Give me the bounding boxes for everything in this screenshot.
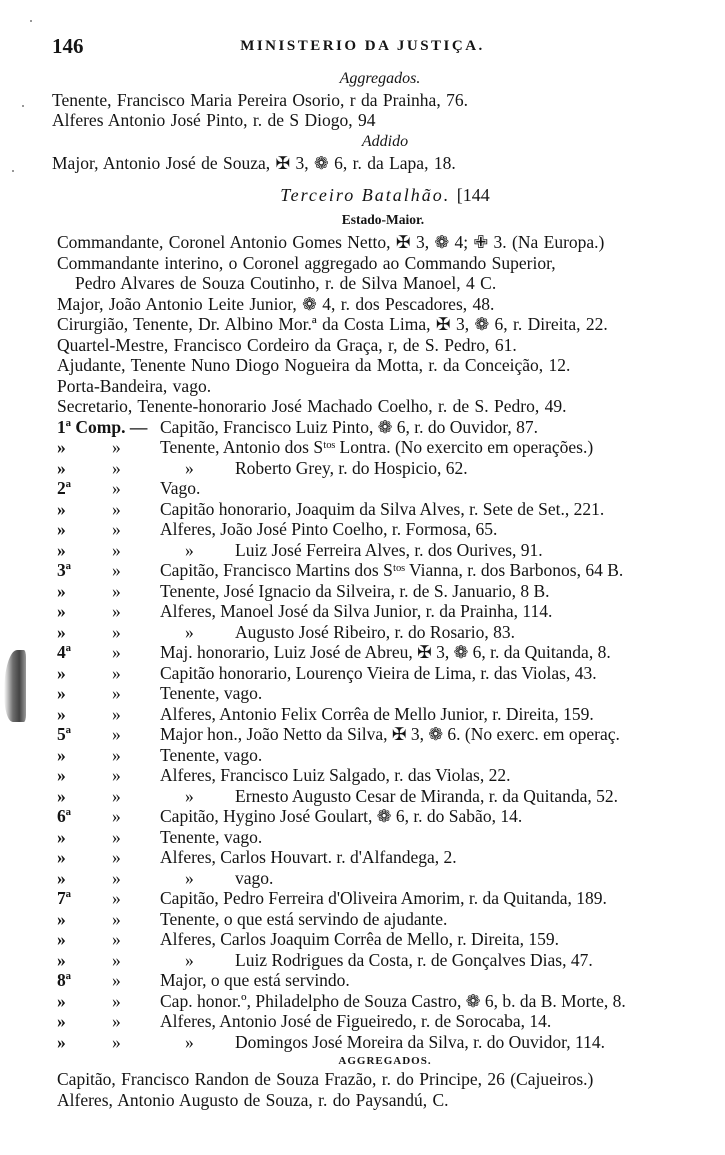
company-row [0,972,725,992]
staff-line: Secretario, Tenente-honorario José Machado Coelho, r. de S. Pedro, 49. [57,396,567,416]
company-entry-text: Tenente, José Ignacio da Silveira, r. de S. Januario, 8 B. [160,580,550,601]
battalion-title: Terceiro Batalhão. [280,185,451,205]
company-number: » [57,990,66,1011]
staff-line: Commandante, Coronel Antonio Gomes Netto, ✠ 3, ❁ 4; ✙ 3. (Na Europa.) [57,232,605,252]
battalion-heading [0,186,725,204]
company-row [0,726,725,746]
staff-line: Cirurgião, Tenente, Dr. Albino Mor.ª da Costa Lima, ✠ 3, ❁ 6, r. Direita, 22. [57,314,608,334]
company-entry-text: Tenente, vago. [160,744,263,765]
speck [30,20,32,22]
staff-line: Porta-Bandeira, vago. [57,375,212,396]
company-number: » [57,847,66,867]
company-number: » [57,437,66,457]
ditto-mark: » [112,580,121,601]
company-entry-text: Alferes, Antonio José de Figueiredo, r. de Sorocaba, 14. [160,1011,552,1031]
staff-line: Quartel-Mestre, Francisco Cordeiro da Graça, r, de S. Pedro, 61. [57,334,517,355]
company-row [0,603,725,623]
company-number: 4ª [57,642,71,662]
company-row [0,580,725,603]
ditto-mark: » [112,437,121,457]
staff-line: Pedro Alvares de Souza Coutinho, r. de Silva Manoel, 4 C. [75,273,497,293]
company-number: » [57,1031,66,1052]
ditto-mark: » [112,908,121,929]
company-number: 7ª [57,888,71,908]
company-number: » [57,601,66,621]
company-row [0,562,725,582]
ditto-mark: » [185,949,194,970]
company-row [0,685,725,705]
ditto-mark: » [112,457,121,478]
ditto-mark: » [112,765,121,785]
staff-line: Major, João Antonio Leite Junior, ❁ 4, r. dos Pescadores, 48. [57,293,495,314]
company-row [0,931,725,951]
company-entry-text: Luiz Rodrigues da Costa, r. de Gonçalves Dias, 47. [235,949,593,970]
ditto-mark: » [112,621,121,642]
speck [12,170,14,172]
company-number: » [57,519,66,539]
company-row [0,457,725,480]
ditto-mark: » [112,1031,121,1052]
running-title: MINISTERIO DA JUSTIÇA. [240,38,485,54]
company-entry-text: Capitão, Francisco Martins dos Sᵗᵒˢ Vianna, r. dos Barbonos, 64 B. [160,560,624,580]
company-number: » [57,826,66,847]
company-row [0,644,725,664]
aggregados-line: Alferes Antonio José Pinto, r. de S Diogo, 94 [52,110,376,130]
ditto-mark: » [112,888,121,908]
company-row [0,416,725,439]
company-entry-text: Maj. honorario, Luiz José de Abreu, ✠ 3, ❁ 6, r. da Quitanda, 8. [160,642,611,662]
company-number: 2ª [57,478,71,498]
ditto-mark: » [112,601,121,621]
company-entry-text: Luiz José Ferreira Alves, r. dos Ourives, 91. [235,539,543,560]
company-row [0,662,725,685]
ditto-mark: » [112,478,121,498]
addido-heading: Addido [361,133,409,150]
company-number: » [57,949,66,970]
company-number: 3ª [57,560,71,580]
company-row [0,521,725,541]
estado-maior-heading: Estado-Maior. [341,212,425,227]
company-row [0,1031,725,1054]
company-entry-text: Alferes, Francisco Luiz Salgado, r. das Violas, 22. [160,765,511,785]
company-number: » [57,498,66,519]
company-number: » [57,662,66,683]
company-entry-text: Roberto Grey, r. do Hospicio, 62. [235,457,468,478]
company-entry-text: Capitão, Hygino José Goulart, ❁ 6, r. do Sabão, 14. [160,806,523,826]
aggregados-heading: Aggregados. [339,70,421,87]
company-row [0,744,725,767]
ditto-mark: » [185,785,194,806]
company-entry-text: Tenente, o que está servindo de ajudante. [160,908,448,929]
aggregados-batalhao-heading: AGGREGADOS. [338,1055,432,1067]
company-row [0,785,725,808]
company-row [0,767,725,787]
company-row [0,808,725,828]
company-entry-text: Major hon., João Netto da Silva, ✠ 3, ❁ 6. (No exerc. em operaç. [160,724,620,744]
aggregados-batalhao-line: Capitão, Francisco Randon de Souza Frazão, r. do Principe, 26 (Cajueiros.) [57,1069,594,1089]
ditto-mark: » [185,867,194,888]
battalion-ref: [144 [456,185,490,205]
ditto-mark: » [112,949,121,970]
ditto-mark: » [112,929,121,949]
company-number: 6ª [57,806,71,826]
company-row [0,867,725,890]
company-number: » [57,929,66,949]
ditto-mark: » [185,539,194,560]
company-row [0,1013,725,1033]
company-entry-text: Capitão, Francisco Luiz Pinto, ❁ 6, r. do Ouvidor, 87. [160,416,539,437]
company-number: » [57,867,66,888]
company-entry-text: Capitão, Pedro Ferreira d'Oliveira Amorim, r. da Quitanda, 189. [160,888,607,908]
company-entry-text: Capitão honorario, Joaquim da Silva Alves, r. Sete de Set., 221. [160,498,605,519]
ditto-mark: » [112,724,121,744]
company-number: 1ª Comp. — [57,416,148,437]
aggregados-batalhao-line: Alferes, Antonio Augusto de Souza, r. do Paysandú, C. [57,1089,449,1110]
company-entry-text: vago. [235,867,274,888]
ditto-mark: » [185,457,194,478]
staff-line: Commandante interino, o Coronel aggregado ao Commando Superior, [57,252,556,273]
company-row [0,539,725,562]
company-entry-text: Domingos José Moreira da Silva, r. do Ouvidor, 114. [235,1031,606,1052]
company-entry-text: Major, o que está servindo. [160,970,350,990]
company-row [0,621,725,644]
company-entry-text: Cap. honor.º, Philadelpho de Souza Castro, ❁ 6, b. da B. Morte, 8. [160,990,626,1011]
company-number: » [57,703,66,724]
staff-line: Ajudante, Tenente Nuno Diogo Nogueira da Motta, r. da Conceição, 12. [57,355,571,375]
company-entry-text: Vago. [160,478,201,498]
ditto-mark: » [112,785,121,806]
company-row [0,908,725,931]
ditto-mark: » [112,867,121,888]
company-number: » [57,744,66,765]
company-entry-text: Tenente, vago. [160,826,263,847]
ditto-mark: » [112,683,121,703]
page-number: 146 [52,34,84,58]
company-number: 8ª [57,970,71,990]
company-entry-text: Alferes, Manoel José da Silva Junior, r. da Prainha, 114. [160,601,553,621]
company-number: » [57,580,66,601]
ditto-mark: » [112,806,121,826]
company-number: » [57,457,66,478]
company-number: » [57,908,66,929]
company-number: » [57,683,66,703]
company-entry-text: Augusto José Ribeiro, r. do Rosario, 83. [235,621,515,642]
ditto-mark: » [185,1031,194,1052]
addido-line: Major, Antonio José de Souza, ✠ 3, ❁ 6, r. da Lapa, 18. [52,153,456,173]
company-row [0,849,725,869]
company-number: » [57,621,66,642]
company-entry-text: Alferes, João José Pinto Coelho, r. Formosa, 65. [160,519,498,539]
company-row [0,439,725,459]
company-row [0,949,725,972]
ditto-mark: » [112,847,121,867]
company-row [0,826,725,849]
ditto-mark: » [185,621,194,642]
company-row [0,890,725,910]
ditto-mark: » [112,498,121,519]
ditto-mark: » [112,1011,121,1031]
company-number: » [57,785,66,806]
company-number: » [57,765,66,785]
ditto-mark: » [112,703,121,724]
company-row [0,480,725,500]
company-row [0,990,725,1013]
company-entry-text: Alferes, Carlos Houvart. r. d'Alfandega, 2. [160,847,457,867]
company-entry-text: Capitão honorario, Lourenço Vieira de Lima, r. das Violas, 43. [160,662,597,683]
company-entry-text: Tenente, vago. [160,683,263,703]
aggregados-line: Tenente, Francisco Maria Pereira Osorio, r da Prainha, 76. [52,90,468,110]
ditto-mark: » [112,826,121,847]
speck [22,105,24,107]
ditto-mark: » [112,539,121,560]
ditto-mark: » [112,970,121,990]
ditto-mark: » [112,642,121,662]
company-number: » [57,539,66,560]
company-entry-text: Tenente, Antonio dos Sᵗᵒˢ Lontra. (No exercito em operações.) [160,437,594,457]
company-number: 5ª [57,724,71,744]
company-row [0,703,725,726]
ditto-mark: » [112,662,121,683]
company-entry-text: Ernesto Augusto Cesar de Miranda, r. da Quitanda, 52. [235,785,618,806]
ditto-mark: » [112,560,121,580]
company-entry-text: Alferes, Antonio Felix Corrêa de Mello Junior, r. Direita, 159. [160,703,594,724]
company-number: » [57,1011,66,1031]
company-entry-text: Alferes, Carlos Joaquim Corrêa de Mello, r. Direita, 159. [160,929,559,949]
ditto-mark: » [112,990,121,1011]
ditto-mark: » [112,744,121,765]
company-row [0,498,725,521]
ditto-mark: » [112,519,121,539]
